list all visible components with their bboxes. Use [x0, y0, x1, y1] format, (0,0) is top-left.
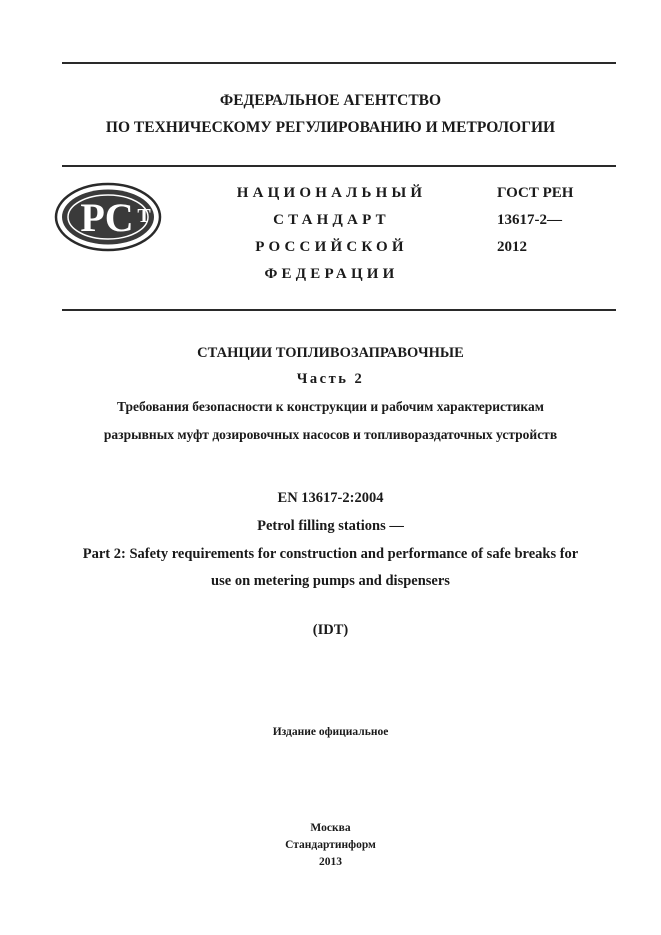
gost-year: 2012 — [497, 239, 527, 255]
national-line-2: СТАНДАРТ — [273, 212, 390, 228]
footer-publisher: Стандартинформ — [285, 839, 376, 851]
footer-city: Москва — [310, 822, 351, 834]
agency-line-2: ПО ТЕХНИЧЕСКОМУ РЕГУЛИРОВАНИЮ И МЕТРОЛОГИИ — [105, 119, 556, 136]
header-rule — [62, 165, 616, 167]
top-rule — [62, 62, 616, 64]
gost-number: 13617-2— — [497, 212, 562, 228]
national-line-3: РОССИЙСКОЙ — [255, 239, 408, 255]
idt-label: (IDT) — [312, 622, 349, 638]
rst-logo-icon — [53, 181, 163, 253]
en-part-line-2: use on metering pumps and dispensers — [211, 573, 450, 589]
en-code: EN 13617-2:2004 — [277, 490, 384, 506]
agency-line-1: ФЕДЕРАЛЬНОЕ АГЕНТСТВО — [219, 92, 442, 109]
national-line-4: ФЕДЕРАЦИИ — [264, 266, 399, 282]
svg-text:PC: PC — [80, 195, 134, 240]
gost-label: ГОСТ РЕН — [497, 185, 574, 201]
standard-rule — [62, 309, 616, 311]
svg-text:T: T — [137, 205, 151, 227]
ru-part-label: Часть 2 — [296, 371, 365, 387]
ru-main-title: СТАНЦИИ ТОПЛИВОЗАПРАВОЧНЫЕ — [197, 345, 464, 361]
ru-subtitle-line-1: Требования безопасности к конструкции и рабочим характеристикам — [117, 399, 544, 414]
footer-year: 2013 — [319, 856, 342, 868]
edition-label: Издание официальное — [272, 726, 389, 738]
en-title: Petrol filling stations — — [257, 518, 404, 534]
en-part-line-1: Part 2: Safety requirements for construction and performance of safe breaks for — [82, 546, 579, 562]
ru-subtitle-line-2: разрывных муфт дозировочных насосов и топливораздаточных устройств — [103, 427, 558, 442]
national-line-1: НАЦИОНАЛЬНЫЙ — [236, 185, 427, 201]
